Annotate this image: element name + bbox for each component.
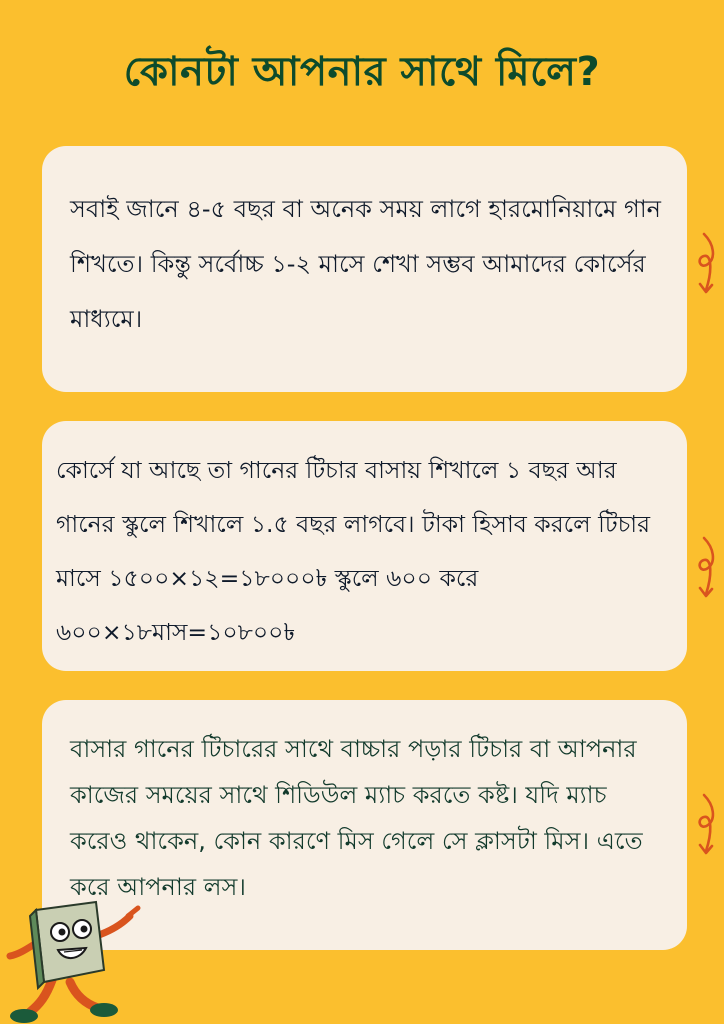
curly-arrow-icon bbox=[690, 232, 720, 300]
book-mascot-icon bbox=[0, 896, 150, 1024]
curly-arrow-icon bbox=[690, 793, 720, 861]
info-card-2 bbox=[42, 421, 687, 671]
card-3-text: বাসার গানের টিচারের সাথে বাচ্চার পড়ার টিচার বা আপনার কাজের সময়ের সাথে শিডিউল ম্যাচ করতে কষ্ট। যদি ম্যাচ করেও থাকেন, কোন কারণে মিস গেলে সে ক্লাসটা মিস। এতে করে আপনার লস। bbox=[70, 735, 643, 901]
card-2-text: কোর্সে যা আছে তা গানের টিচার বাসায় শিখালে ১ বছর আর গানের স্কুলে শিখালে ১.৫ বছর লাগবে। টাকা হিসাব করলে টিচার মাসে ১৫০০×১২=১৮০০০৳ স্কুলে ৬০০ করে ৬০০×১৮মাস=১০৮০০৳ bbox=[56, 456, 651, 646]
card-1-text: সবাই জানে ৪-৫ বছর বা অনেক সময় লাগে হারমোনিয়ামে গান শিখতে। কিন্তু সর্বোচ্চ ১-২ মাসে শেখা সম্ভব আমাদের কোর্সের মাধ্যমে। bbox=[70, 195, 661, 333]
page-title: কোনটা আপনার সাথে মিলে? bbox=[123, 49, 601, 95]
info-card-1 bbox=[42, 146, 687, 392]
curly-arrow-icon bbox=[690, 536, 720, 604]
